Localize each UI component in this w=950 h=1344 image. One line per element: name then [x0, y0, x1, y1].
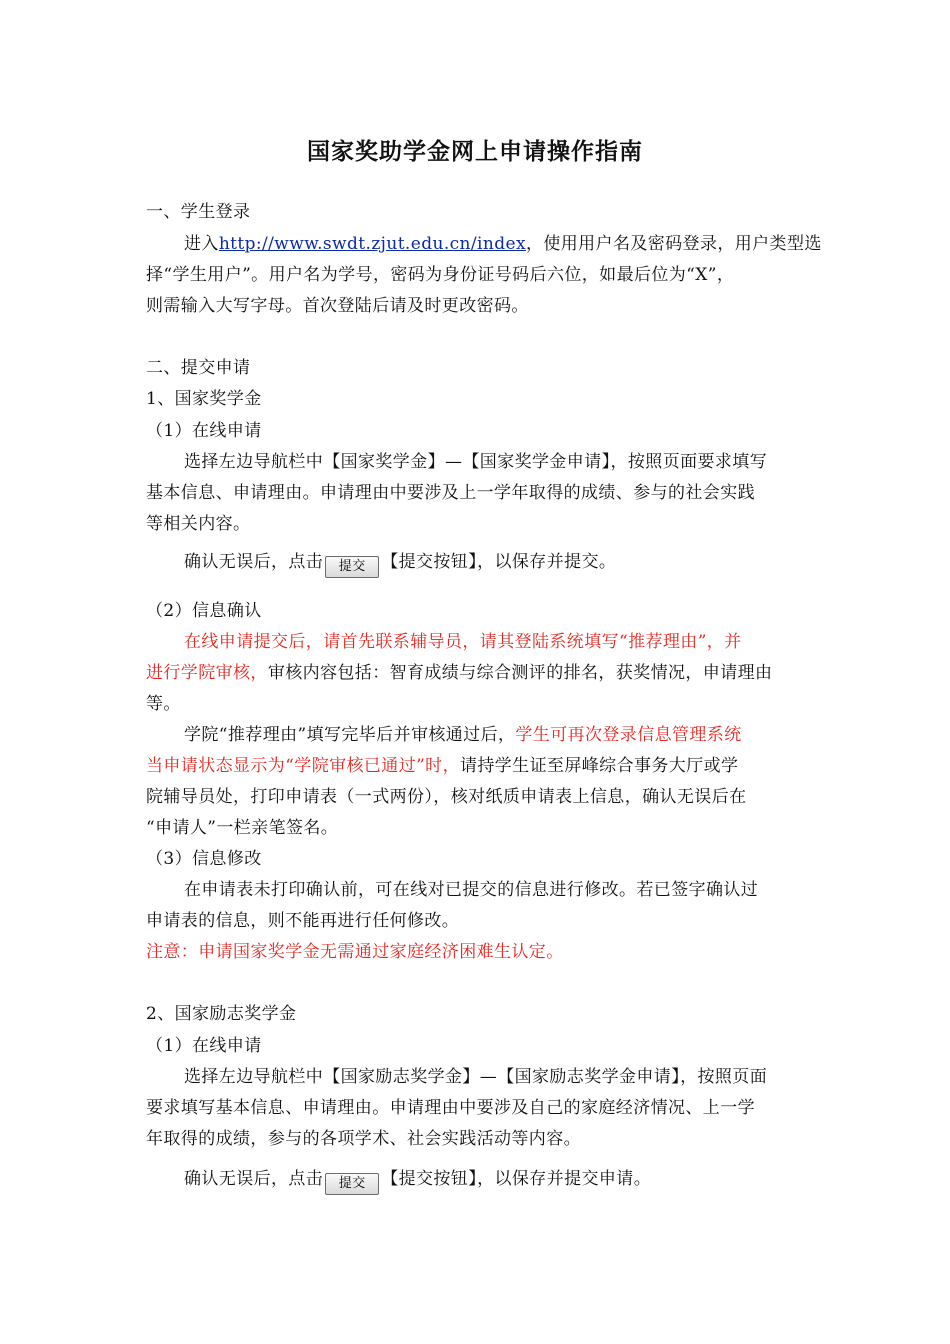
login-text-pre: 进入 [184, 234, 219, 254]
login-paragraph-line-3: 则需输入大写字母。首次登陆后请及时更改密码。 [146, 296, 529, 316]
confirm2-text-post: 【提交按钮】，以保存并提交申请。 [381, 1169, 652, 1189]
confirm-black-text: 审核内容包括：智育成绩与综合测评的排名，获奖情况，申请理由 [267, 663, 773, 683]
confirm-line5-black: 请持学生证至屏峰综合事务大厅或学 [459, 756, 739, 776]
apply2-paragraph-line-1: 选择左边导航栏中【国家励志奖学金】—【国家励志奖学金申请】，按照页面 [184, 1067, 768, 1087]
page-title: 国家奖助学金网上申请操作指南 [307, 138, 643, 165]
modify-paragraph-line-1: 在申请表未打印确认前，可在线对已提交的信息进行修改。若已签字确认过 [184, 880, 759, 900]
step-info-confirm: （2）信息确认 [146, 601, 262, 621]
confirm-line4-black: 学院“推荐理由”填写完毕后并审核通过后， [184, 725, 516, 745]
note-text: 注意：申请国家奖学金无需通过家庭经济困难生认定。 [146, 942, 564, 962]
apply-confirm-line [184, 551, 816, 578]
apply-paragraph-line-3: 等相关内容。 [146, 514, 251, 534]
confirm-paragraph-line-5 [146, 755, 816, 777]
confirm-text-post: 【提交按钮】，以保存并提交。 [381, 552, 617, 572]
apply2-confirm-line [184, 1168, 816, 1195]
modify-paragraph-line-2: 申请表的信息，则不能再进行任何修改。 [146, 911, 460, 931]
submit-button-image-2: 提交 [325, 1173, 379, 1195]
apply-paragraph-line-1: 选择左边导航栏中【国家奖学金】—【国家奖学金申请】，按照页面要求填写 [184, 452, 768, 472]
login-paragraph-line-2: 择“学生用户”。用户名为学号，密码为身份证号码后六位，如最后位为“X”， [146, 265, 735, 285]
confirm-paragraph-line-2 [146, 662, 816, 684]
submit-button-image: 提交 [325, 556, 379, 578]
confirm-paragraph-line-3: 等。 [146, 694, 181, 714]
login-text-post: ，使用用户名及密码登录，用户类型选 [525, 234, 822, 254]
step-online-apply: （1）在线申请 [146, 421, 262, 441]
confirm-paragraph-line-1: 在线申请提交后，请首先联系辅导员，请其登陆系统填写“推荐理由”，并 [184, 632, 742, 652]
confirm-text-pre: 确认无误后，点击 [184, 552, 324, 572]
section-heading-submit: 二、提交申请 [146, 358, 251, 378]
confirm-red-text: 进行学院审核， [146, 663, 268, 683]
system-url-link[interactable]: http://www.swdt.zjut.edu.cn/index [218, 234, 526, 254]
login-paragraph-line-1 [184, 233, 822, 255]
apply2-paragraph-line-2: 要求填写基本信息、申请理由。申请理由中要涉及自己的家庭经济情况、上一学 [146, 1098, 755, 1118]
confirm-line5-red: 当申请状态显示为“学院审核已通过”时， [146, 756, 460, 776]
step-online-apply-2: （1）在线申请 [146, 1036, 262, 1056]
confirm-paragraph-line-4 [184, 724, 816, 746]
apply2-paragraph-line-3: 年取得的成绩，参与的各项学术、社会实践活动等内容。 [146, 1129, 581, 1149]
subsection-national-scholarship: 1、国家奖学金 [146, 389, 262, 409]
apply-paragraph-line-2: 基本信息、申请理由。申请理由中要涉及上一学年取得的成绩、参与的社会实践 [146, 483, 755, 503]
confirm-line4-red: 学生可再次登录信息管理系统 [515, 725, 742, 745]
confirm-paragraph-line-7: “申请人”一栏亲笔签名。 [146, 818, 339, 838]
step-info-modify: （3）信息修改 [146, 849, 262, 869]
confirm-paragraph-line-6: 院辅导员处，打印申请表（一式两份），核对纸质申请表上信息，确认无误后在 [146, 787, 747, 807]
confirm2-text-pre: 确认无误后，点击 [184, 1169, 324, 1189]
subsection-inspirational-scholarship: 2、国家励志奖学金 [146, 1004, 297, 1024]
section-heading-login: 一、学生登录 [146, 202, 251, 222]
